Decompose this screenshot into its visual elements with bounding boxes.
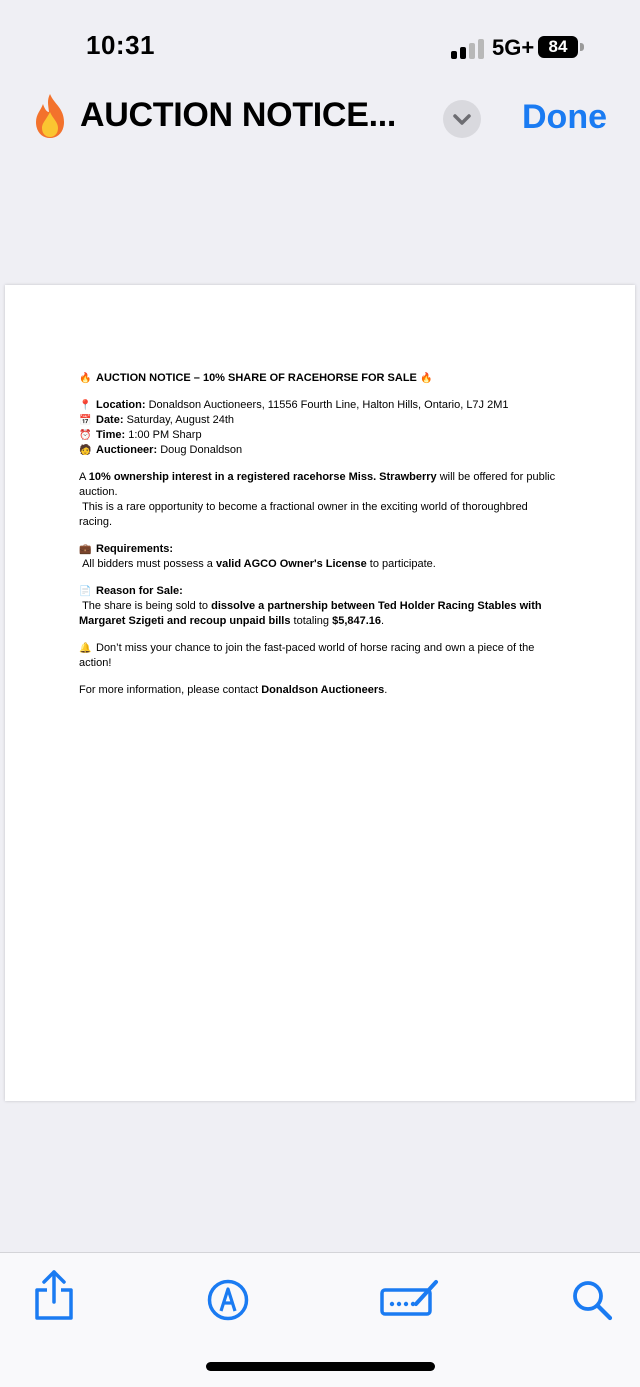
- fire-icon: [30, 92, 70, 140]
- share-icon[interactable]: [32, 1268, 76, 1322]
- contact-paragraph: For more information, please contact Donaldson Auctioneers.: [79, 684, 388, 696]
- pin-icon: 📍: [79, 400, 92, 411]
- title-menu-button[interactable]: [443, 100, 481, 138]
- battery-icon: 84: [538, 36, 578, 58]
- reason-section: 📄 Reason for Sale: The share is being sold to dissolve a partnership between Ted Holder Racing Stables with Margaret Szigeti and recoup unpaid bills totaling $5,847.16.: [79, 585, 542, 627]
- offer-paragraph: A 10% ownership interest in a registered racehorse Miss. Strawberry will be offered for public auction. This is a rare opportunity to become a fractional owner in the exciting world of thoroughbred racing.: [79, 471, 556, 528]
- auctioneer-icon: 🧑: [79, 445, 92, 456]
- network-type: 5G+: [492, 35, 535, 60]
- status-bar: [0, 0, 640, 90]
- document-icon: 📄: [79, 586, 92, 597]
- fire-icon: 🔥: [79, 373, 92, 384]
- calendar-icon: 📅: [79, 415, 92, 426]
- briefcase-icon: 💼: [79, 544, 92, 555]
- fire-icon: 🔥: [419, 373, 433, 384]
- search-icon[interactable]: [570, 1278, 614, 1322]
- alarm-clock-icon: ⏰: [79, 430, 92, 441]
- done-button[interactable]: Done: [522, 98, 607, 136]
- requirements-section: 💼 Requirements: All bidders must possess a valid AGCO Owner's License to participate.: [79, 543, 436, 570]
- home-indicator[interactable]: [206, 1362, 435, 1371]
- signature-icon[interactable]: [380, 1276, 440, 1318]
- cellular-signal-icon: [451, 37, 485, 59]
- document-content: [79, 371, 559, 710]
- status-time: 10:31: [86, 30, 155, 60]
- document-title: AUCTION NOTICE...: [80, 96, 397, 134]
- cta-paragraph: 🔔 Don’t miss your chance to join the fast-paced world of horse racing and own a piece of the action!: [79, 642, 535, 669]
- chevron-down-icon: [443, 100, 481, 138]
- bell-icon: 🔔: [79, 643, 92, 654]
- doc-heading: 🔥 AUCTION NOTICE – 10% SHARE OF RACEHORSE FOR SALE 🔥: [79, 372, 433, 384]
- markup-icon[interactable]: [206, 1278, 250, 1322]
- battery-tip: [580, 43, 584, 51]
- document-page: [5, 285, 635, 1101]
- event-details: 📍 Location: Donaldson Auctioneers, 11556 Fourth Line, Halton Hills, Ontario, L7J 2M1 📅 Date: Saturday, August 24th ⏰ Time: 1:00 PM Sharp 🧑 Auctioneer: Doug Donaldson: [79, 399, 509, 456]
